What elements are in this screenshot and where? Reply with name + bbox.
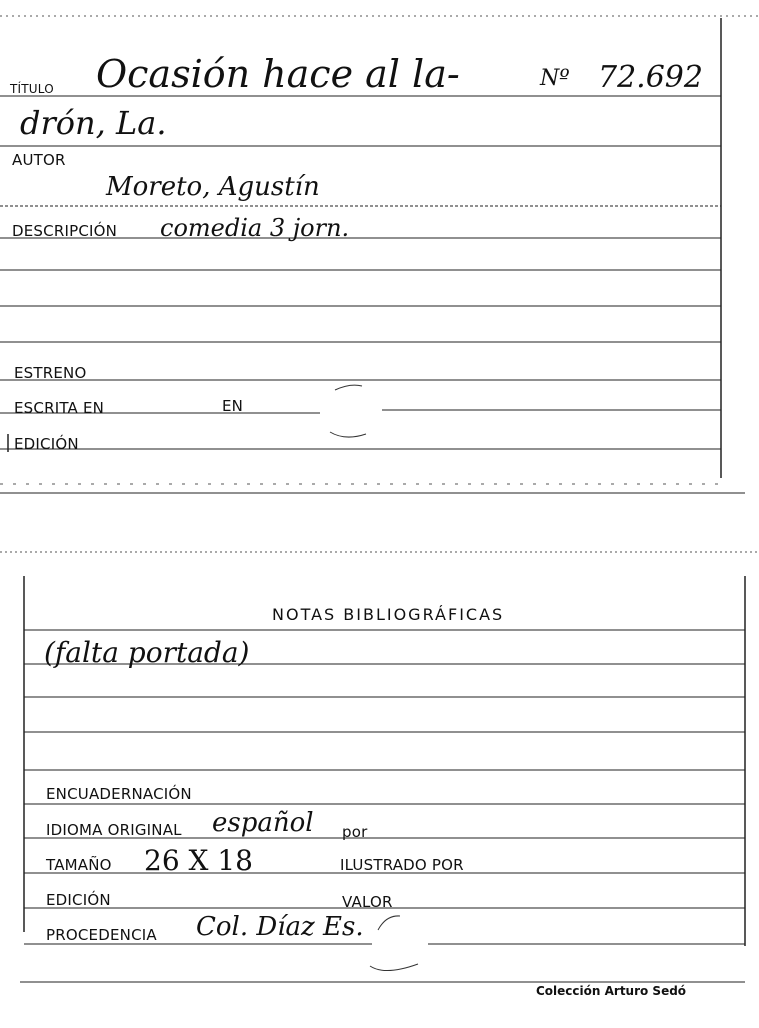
ilustrado-label: ILUSTRADO POR (340, 856, 464, 874)
autor-value: Moreto, Agustín (106, 172, 320, 202)
titulo-label: TÍTULO (10, 82, 54, 96)
titulo-value-line2: drón, La. (20, 104, 167, 142)
collection-credit: Colección Arturo Sedó (536, 984, 687, 998)
idioma-label: IDIOMA ORIGINAL (46, 821, 182, 839)
autor-label: AUTOR (12, 151, 66, 169)
idioma-value: español (212, 808, 314, 838)
edicion-label: EDICIÓN (14, 435, 79, 453)
valor-label: VALOR (342, 893, 393, 911)
catalog-card-top (0, 0, 759, 500)
catalog-card-bottom (0, 540, 759, 1028)
por-label: por (342, 823, 368, 841)
numero-label: Nº (540, 66, 570, 91)
descripcion-label: DESCRIPCIÓN (12, 222, 118, 240)
estreno-label: ESTRENO (14, 364, 87, 382)
procedencia-value: Col. Díaz Es. (196, 912, 364, 942)
escrita-en-label: ESCRITA EN (14, 399, 105, 417)
numero-value: 72.692 (598, 60, 703, 95)
tamano-value: 26 X 18 (144, 844, 253, 877)
edicion-label-bottom: EDICIÓN (46, 891, 111, 909)
notas-value: (falta portada) (44, 636, 250, 669)
titulo-value-line1: Ocasión hace al la- (96, 52, 460, 96)
notas-heading: NOTAS BIBLIOGRÁFICAS (272, 605, 505, 624)
descripcion-value: comedia 3 jorn. (160, 214, 350, 242)
encuadernacion-label: ENCUADERNACIÓN (46, 785, 192, 803)
procedencia-label: PROCEDENCIA (46, 926, 157, 944)
en-label: EN (222, 397, 244, 415)
tamano-label: TAMAÑO (46, 856, 112, 874)
